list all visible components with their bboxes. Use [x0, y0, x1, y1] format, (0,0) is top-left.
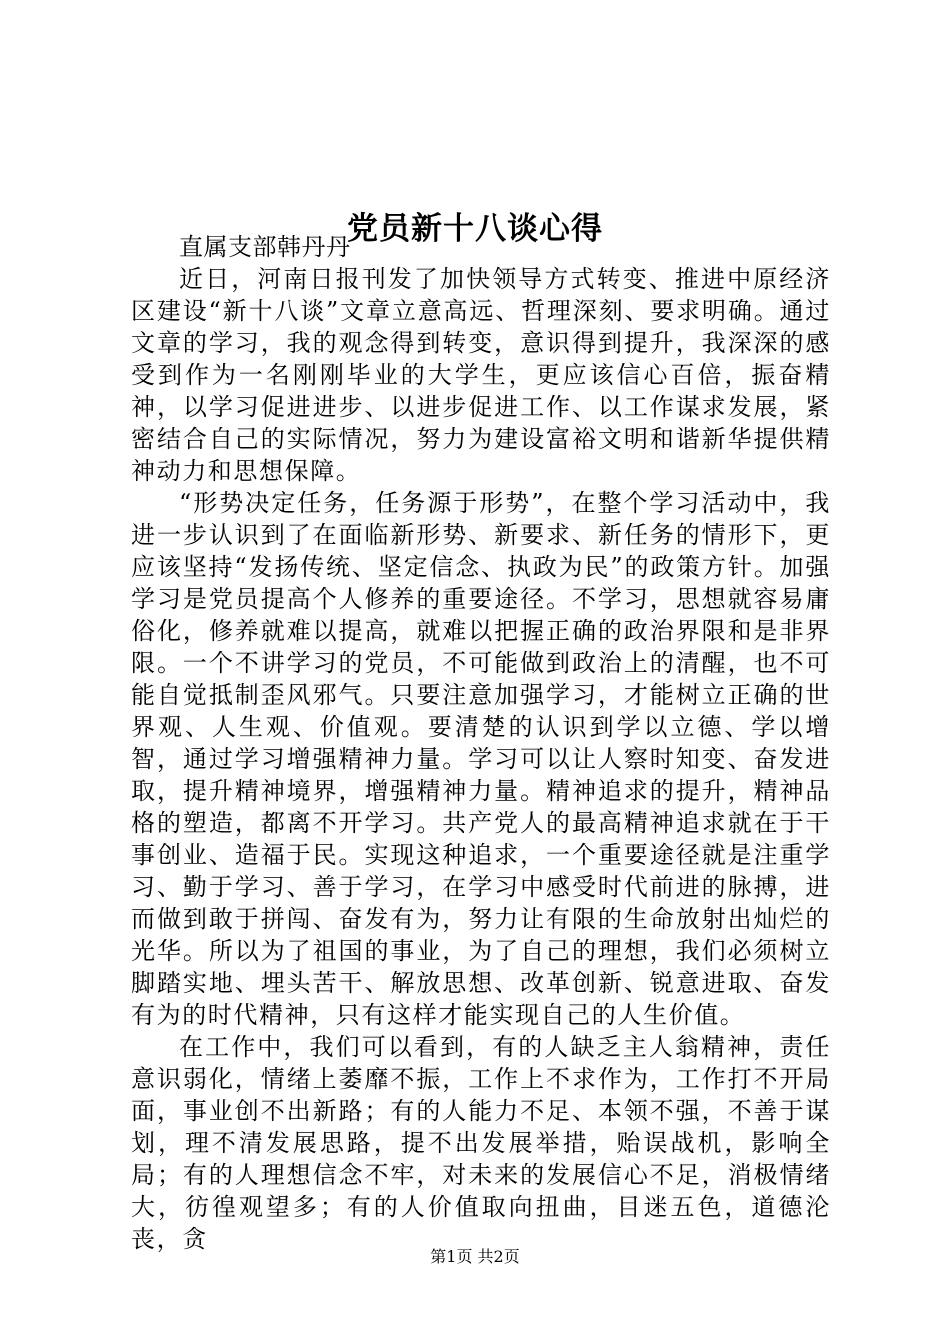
page-footer: 第1页 共2页 [430, 1247, 520, 1266]
paragraph-1: 近日，河南日报刊发了加快领导方式转变、推进中原经济区建设“新十八谈”文章立意高远、哲理深刻、要求明确。通过文章的学习，我的观念得到转变，意识得到提升，我深深的感受到作为一名刚刚毕业的大学生，更应该信心百倍，振奋精神，以学习促进进步、以进步促进工作、以工作谋求发展，紧密结合自己的实际情况，努力为建设富裕文明和谐新华提供精神动力和思想保障。 [131, 265, 831, 485]
paragraph-3: 在工作中，我们可以看到，有的人缺乏主人翁精神，责任意识弱化，情绪上萎靡不振，工作上不求作为，工作打不开局面，事业创不出新路；有的人能力不足、本领不强，不善于谋划，理不清发展思路，提不出发展举措，贻误战机，影响全局；有的人理想信念不牢，对未来的发展信心不足，消极情绪大，彷徨观望多；有的人价值取向扭曲，目迷五色，道德沦丧，贪 [131, 1033, 831, 1253]
author-line: 直属支部韩丹丹 [179, 233, 351, 261]
paragraph-2: “形势决定任务，任务源于形势”，在整个学习活动中，我进一步认识到了在面临新形势、新要求、新任务的情形下，更应该坚持“发扬传统、坚定信念、执政为民”的政策方针。加强学习是党员提高个人修养的重要途径。不学习，思想就容易庸俗化，修养就难以提高，就难以把握正确的政治界限和是非界限。一个不讲学习的党员，不可能做到政治上的清醒，也不可能自觉抵制歪风邪气。只要注意加强学习，才能树立正确的世界观、人生观、价值观。要清楚的认识到学以立德、学以增智，通过学习增强精神力量。学习可以让人察时知变、奋发进取，提升精神境界，增强精神力量。精神追求的提升，精神品格的塑造，都离不开学习。共产党人的最高精神追求就在于干事创业、造福于民。实现这种追求，一个重要途径就是注重学习、勤于学习、善于学习，在学习中感受时代前进的脉搏，进而做到敢于拼闯、奋发有为，努力让有限的生命放射出灿烂的光华。所以为了祖国的事业，为了自己的理想，我们必须树立脚踏实地、埋头苦干、解放思想、改革创新、锐意进取、奋发有为的时代精神，只有这样才能实现自己的人生价值。 [131, 489, 831, 1029]
document-title: 党员新十八谈心得 [347, 210, 603, 247]
document-body [131, 231, 831, 1255]
